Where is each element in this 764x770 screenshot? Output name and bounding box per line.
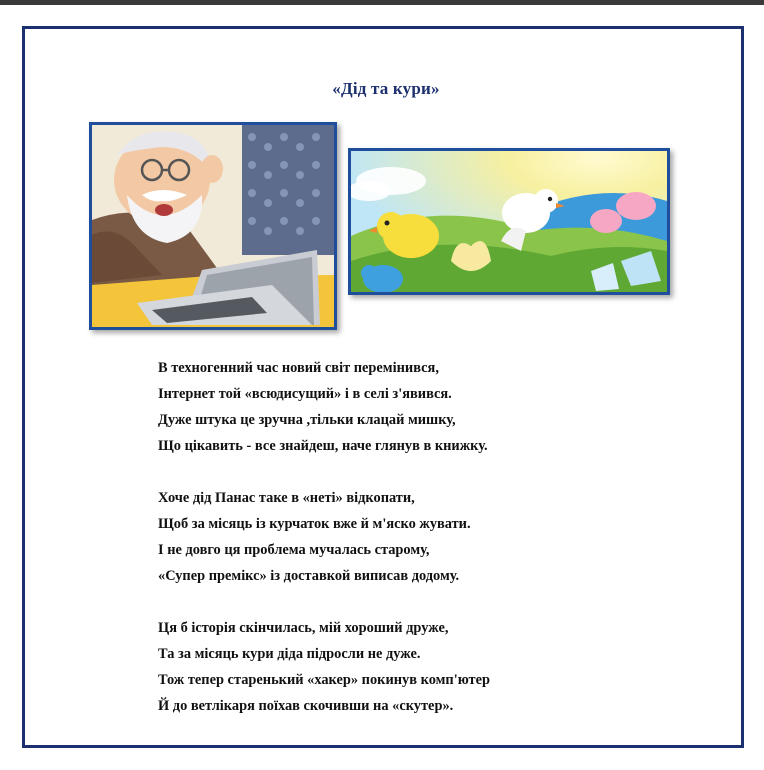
grandpa-illustration (89, 122, 337, 330)
poem-stanza (158, 355, 678, 459)
poem-line: Хоче дід Панас таке в «неті» відкопати, (158, 490, 415, 506)
poem (158, 355, 678, 719)
poem-line: І не довго ця проблема мучалась старому, (158, 542, 430, 558)
poem-line: Ця б історія скінчилась, мій хороший друже, (158, 620, 449, 636)
poem-line: Й до ветлікаря поїхав скочивши на «скутер». (158, 698, 454, 714)
grandpa-with-laptop-icon (92, 125, 334, 327)
poem-line: Тож тепер старенький «хакер» покинув комп'ютер (158, 672, 490, 688)
poem-line: Дуже штука це зручна ,тільки клацай мишку, (158, 412, 456, 428)
chicks-in-meadow-icon (351, 151, 667, 292)
poem-stanza (158, 485, 678, 589)
poem-line: Інтернет той «всюдисущий» і в селі з'явився. (158, 386, 452, 402)
poem-line: Що цікавить - все знайдеш, наче глянув в книжку. (158, 438, 488, 454)
poem-stanza (158, 615, 678, 719)
chicks-illustration (348, 148, 670, 295)
poem-line: «Супер премікс» із доставкой виписав додому. (158, 568, 460, 584)
poem-line: Щоб за місяць із курчаток вже й м'яско жувати. (158, 516, 471, 532)
page-title: «Дід та кури» (332, 79, 440, 98)
poem-line: Та за місяць кури діда підросли не дуже. (158, 646, 421, 662)
top-rule (0, 0, 764, 5)
poem-line: В техногенний час новий світ перемінився, (158, 360, 439, 376)
page-frame (22, 26, 744, 748)
